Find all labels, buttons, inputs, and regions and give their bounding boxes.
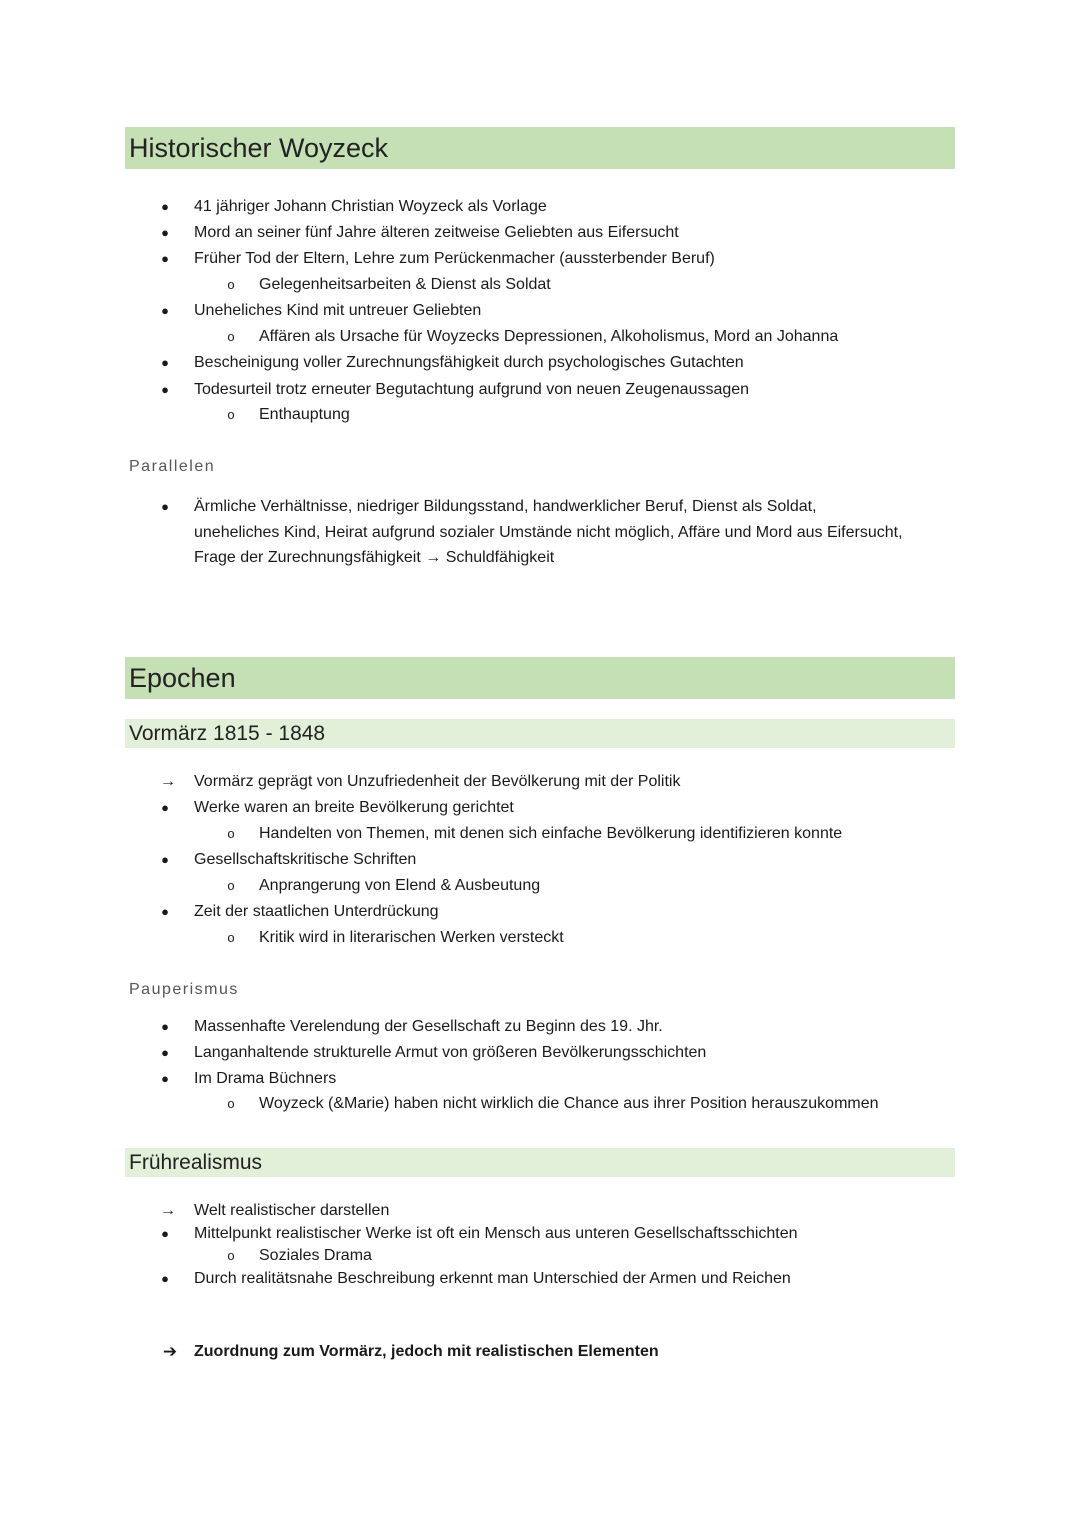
sub-list-item [0, 925, 1080, 951]
paragraph-line: uneheliches Kind, Heirat aufgrund sozialer Umstände nicht möglich, Affäre und Mord aus Eifersucht, [194, 523, 903, 541]
list-item-text: Woyzeck (&Marie) haben nicht wirklich die Chance aus ihrer Position herauszukommen [259, 1095, 879, 1112]
bullet-icon: ● [161, 1271, 169, 1286]
list-item-text: Mittelpunkt realistischer Werke ist oft ein Mensch aus unteren Gesellschaftsschichten [194, 1225, 798, 1242]
list-item [0, 220, 1080, 246]
circle-bullet-icon: o [227, 1248, 235, 1263]
list-item-text: Handelten von Themen, mit denen sich einfache Bevölkerung identifizieren konnte [259, 825, 843, 842]
circle-bullet-icon: o [227, 1096, 235, 1111]
list-item-text: Massenhafte Verelendung der Gesellschaft zu Beginn des 19. Jhr. [194, 1018, 663, 1035]
bullet-icon: ● [161, 355, 169, 370]
bullet-icon: ● [161, 225, 169, 240]
bullet-icon: ● [161, 499, 169, 514]
list-item [0, 899, 1080, 925]
bullet-icon: ● [161, 1071, 169, 1086]
bullet-icon: ● [161, 904, 169, 919]
bullet-icon: ● [161, 251, 169, 266]
sub-list-item [0, 324, 1080, 350]
list-item [0, 769, 1080, 795]
list-item-text: Gelegenheitsarbeiten & Dienst als Soldat [259, 276, 551, 293]
heading-historischer-woyzeck: Historischer Woyzeck [125, 127, 955, 169]
list-item [0, 194, 1080, 220]
list-item-text: Vormärz geprägt von Unzufriedenheit der Bevölkerung mit der Politik [194, 773, 681, 790]
parallelen-paragraph [194, 494, 954, 571]
list-item-text: Uneheliches Kind mit untreuer Geliebten [194, 302, 482, 319]
arrow-right-icon: → [160, 773, 176, 790]
list-item-text: Todesurteil trotz erneuter Begutachtung aufgrund von neuen Zeugenaussagen [194, 381, 750, 398]
bullet-icon: ● [161, 852, 169, 867]
list-item-text: Soziales Drama [259, 1247, 372, 1264]
circle-bullet-icon: o [227, 930, 235, 945]
list-item-text: Welt realistischer darstellen [194, 1202, 390, 1219]
list-item-text: Kritik wird in literarischen Werken versteckt [259, 929, 564, 946]
list-item [0, 1066, 1080, 1092]
list-item-text: Durch realitätsnahe Beschreibung erkennt man Unterschied der Armen und Reichen [194, 1270, 791, 1287]
list-item-text: Früher Tod der Eltern, Lehre zum Perückenmacher (aussterbender Beruf) [194, 250, 715, 267]
bullet-icon: ● [161, 382, 169, 397]
bullet-icon: ● [161, 1226, 169, 1241]
list-item [0, 1266, 1080, 1292]
list-item [0, 246, 1080, 272]
list-item-text: Mord an seiner fünf Jahre älteren zeitweise Geliebten aus Eifersucht [194, 224, 679, 241]
subheading-pauperismus: Pauperismus [129, 981, 239, 998]
list-item-text: Enthauptung [259, 406, 350, 423]
list-item-text: 41 jähriger Johann Christian Woyzeck als Vorlage [194, 198, 547, 215]
list-item [0, 298, 1080, 324]
circle-bullet-icon: o [227, 277, 235, 292]
heading-fruehrealismus: Frührealismus [125, 1148, 955, 1177]
list-item [0, 350, 1080, 376]
sub-list-item [0, 873, 1080, 899]
list-item-text: Im Drama Büchners [194, 1070, 337, 1087]
paragraph-line: Ärmliche Verhältnisse, niedriger Bildungsstand, handwerklicher Beruf, Dienst als Soldat, [194, 498, 817, 515]
bullet-icon: ● [161, 1045, 169, 1060]
list-item [0, 795, 1080, 821]
subheading-parallelen: Parallelen [129, 458, 216, 475]
bullet-icon: ● [161, 800, 169, 815]
list-item [0, 377, 1080, 403]
heading-epochen: Epochen [125, 657, 955, 699]
list-item [0, 1040, 1080, 1066]
bullet-icon: ● [161, 303, 169, 318]
sub-list-item [0, 821, 1080, 847]
conclusion-text: Zuordnung zum Vormärz, jedoch mit realistischen Elementen [194, 1343, 659, 1360]
circle-bullet-icon: o [227, 878, 235, 893]
list-item-text: Werke waren an breite Bevölkerung gerichtet [194, 799, 514, 816]
heading-vormaerz: Vormärz 1815 - 1848 [125, 719, 955, 748]
circle-bullet-icon: o [227, 826, 235, 841]
sub-list-item [0, 402, 1080, 428]
list-item-text: Anprangerung von Elend & Ausbeutung [259, 877, 541, 894]
bullet-icon: ● [161, 199, 169, 214]
bullet-icon: ● [161, 1019, 169, 1034]
arrow-right-icon: → [160, 1202, 176, 1219]
list-item-text: Zeit der staatlichen Unterdrückung [194, 903, 439, 920]
list-item-text: Affären als Ursache für Woyzecks Depressionen, Alkoholismus, Mord an Johanna [259, 328, 839, 345]
list-item [0, 1014, 1080, 1040]
list-item [0, 847, 1080, 873]
sub-list-item [0, 272, 1080, 298]
sub-list-item [0, 1091, 1080, 1117]
list-item-text: Langanhaltende strukturelle Armut von größeren Bevölkerungsschichten [194, 1044, 707, 1061]
circle-bullet-icon: o [227, 329, 235, 344]
list-item-text: Bescheinigung voller Zurechnungsfähigkeit durch psychologisches Gutachten [194, 354, 744, 371]
bold-arrow-right-icon: ➔ [162, 1342, 178, 1361]
list-item-text: Gesellschaftskritische Schriften [194, 851, 417, 868]
conclusion [0, 1339, 1080, 1365]
circle-bullet-icon: o [227, 407, 235, 422]
paragraph-line: Frage der Zurechnungsfähigkeit → Schuldfähigkeit [194, 549, 555, 566]
